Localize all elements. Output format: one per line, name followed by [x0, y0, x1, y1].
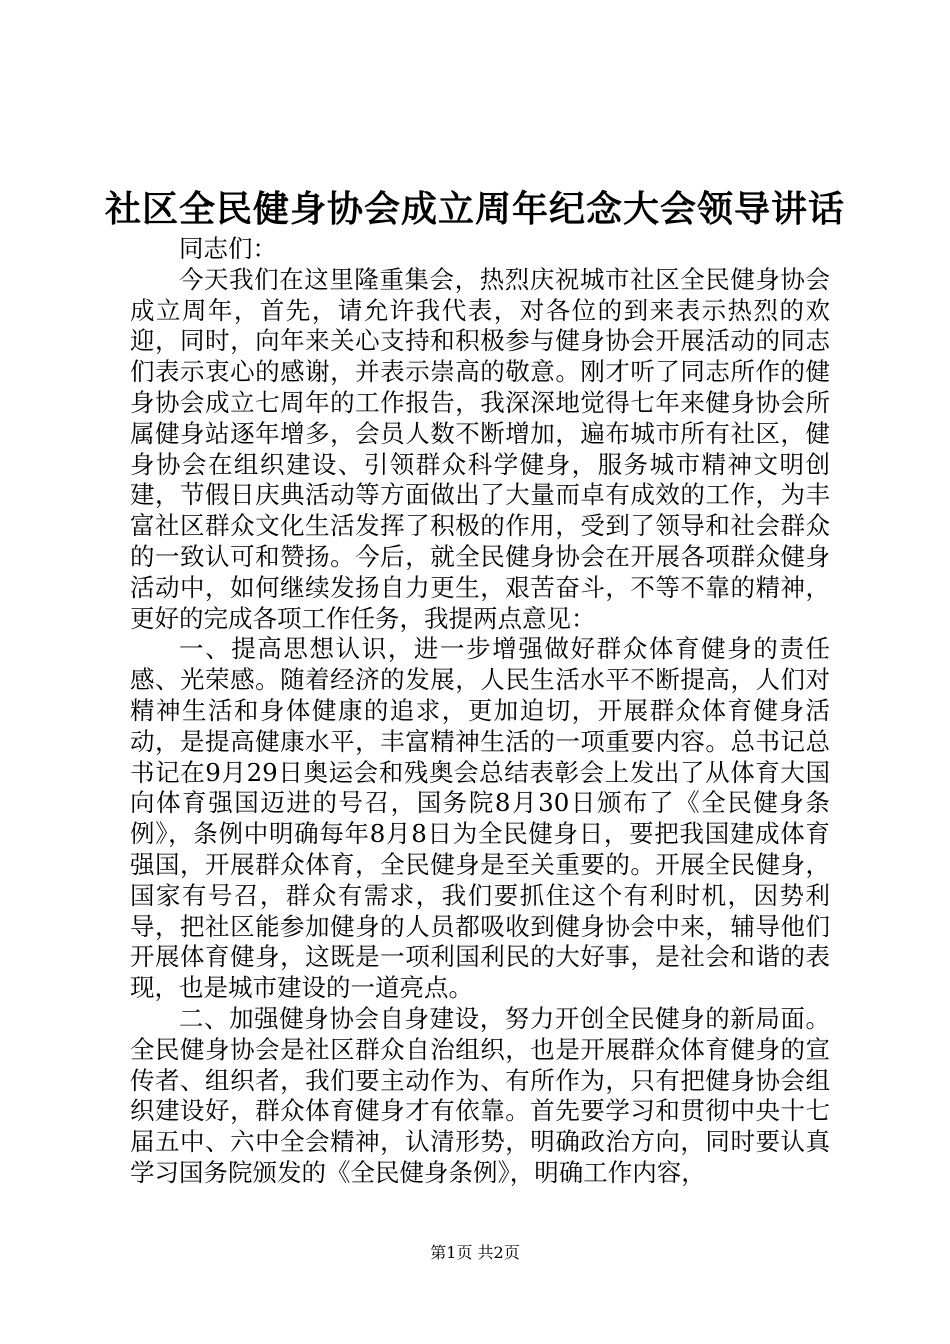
document-title: 社区全民健身协会成立周年纪念大会领导讲话 [104, 188, 845, 230]
paragraph-point-two: 二、加强健身协会自身建设，努力开创全民健身的新局面。全民健身协会是社区群众自治组织，也是开展群众体育健身的宣传者、组织者，我们要主动作为、有所作为，只有把健身协会组织建设好，群众体育健身才有依靠。首先要学习和贯彻中央十七届五中、六中全会精神，认清形势，明确政治方向，同时要认真学习国务院颁发的《全民健身条例》，明确工作内容， [130, 1003, 830, 1187]
paragraph-point-one: 一、提高思想认识，进一步增强做好群众体育健身的责任感、光荣感。随着经济的发展，人民生活水平不断提高，人们对精神生活和身体健康的追求，更加迫切，开展群众体育健身活动，是提高健康水平，丰富精神生活的一项重要内容。总书记总书记在9月29日奥运会和残奥会总结表彰会上发出了从体育大国向体育强国迈进的号召，国务院8月30日颁布了《全民健身条例》，条例中明确每年8月8日为全民健身日，要把我国建成体育强国，开展群众体育，全民健身是至关重要的。开展全民健身，国家有号召，群众有需求，我们要抓住这个有利时机，因势利导，把社区能参加健身的人员都吸收到健身协会中来，辅导他们开展体育健身，这既是一项利国利民的大好事，是社会和谐的表现，也是城市建设的一道亮点。 [130, 634, 830, 1003]
paragraph-intro: 今天我们在这里隆重集会，热烈庆祝城市社区全民健身协会成立周年，首先，请允许我代表，对各位的到来表示热烈的欢迎，同时，向年来关心支持和积极参与健身协会开展活动的同志们表示衷心的感谢，并表示崇高的敬意。刚才听了同志所作的健身协会成立七周年的工作报告，我深深地觉得七年来健身协会所属健身站逐年增多，会员人数不断增加，遍布城市所有社区，健身协会在组织建设、引领群众科学健身，服务城市精神文明创建，节假日庆典活动等方面做出了大量而卓有成效的工作，为丰富社区群众文化生活发挥了积极的作用，受到了领导和社会群众的一致认可和赞扬。今后，就全民健身协会在开展各项群众健身活动中，如何继续发扬自力更生，艰苦奋斗，不等不靠的精神，更好的完成各项工作任务，我提两点意见： [130, 264, 830, 633]
page-number: 第1页 共2页 [430, 1243, 520, 1262]
salutation: 同志们： [179, 234, 277, 263]
document-body [130, 234, 830, 1189]
